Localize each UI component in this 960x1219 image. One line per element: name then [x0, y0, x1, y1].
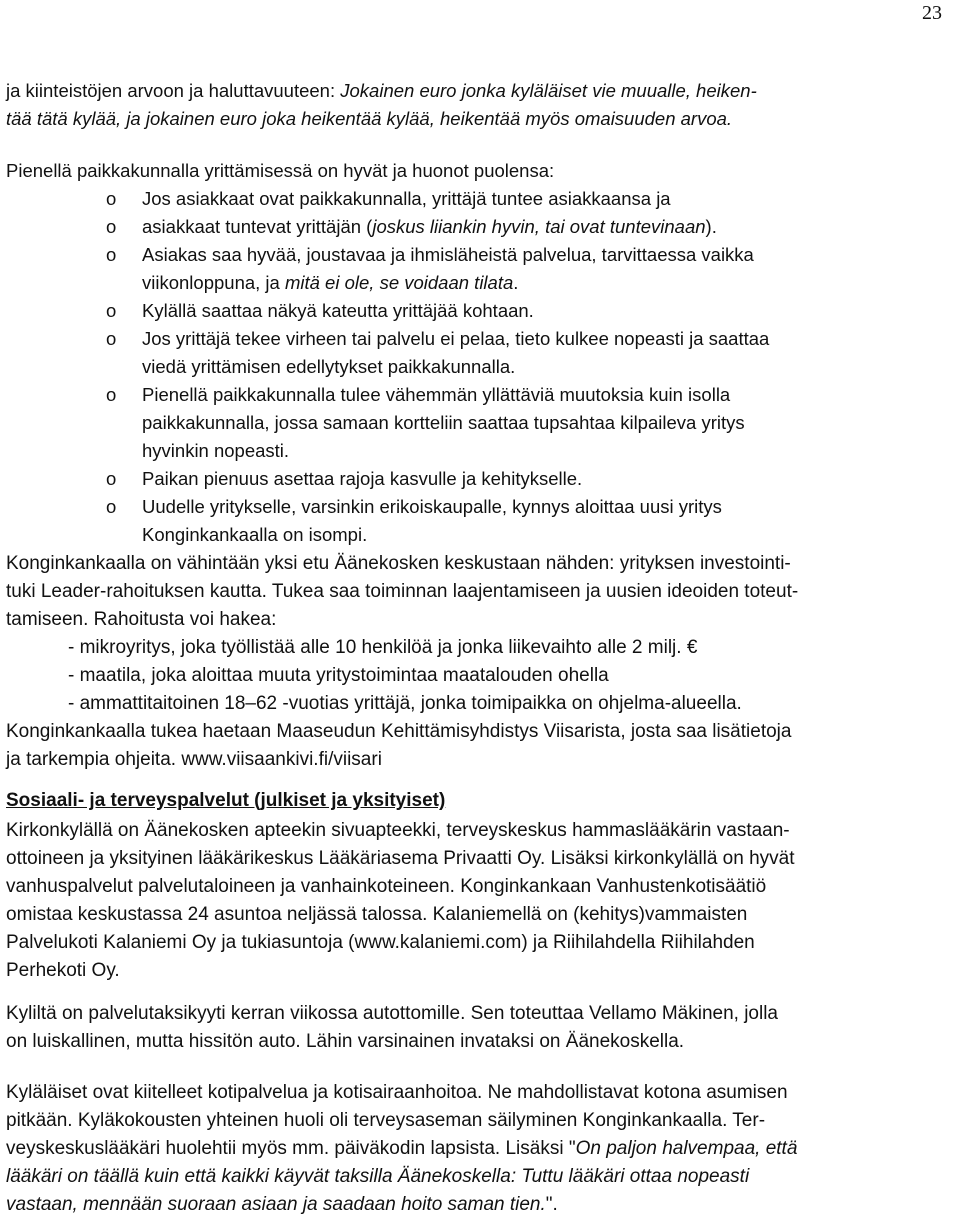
bullet-text — [142, 213, 717, 241]
bullet-text-end: ). — [705, 216, 717, 237]
list-item — [6, 185, 942, 213]
bullet-text — [142, 493, 722, 549]
bullet-text — [142, 325, 769, 381]
bullet-marker: o — [106, 468, 117, 489]
paragraph-line: Kirkonkylällä on Äänekosken apteekin sivuapteekki, terveyskeskus hammaslääkärin vastaan- — [6, 820, 790, 841]
social-paragraph-3 — [6, 1079, 942, 1219]
paragraph-line: vanhuspalvelut palvelutaloineen ja vanhainkoteineen. Konginkankaan Vanhustenkotisäätiö — [6, 876, 767, 897]
list-item — [6, 241, 942, 297]
list-item — [6, 493, 942, 549]
bullet-marker: o — [106, 300, 117, 321]
bullet-text-italic: joskus liiankin hyvin, tai ovat tuntevinaan — [372, 216, 706, 237]
bullet-text: Jos asiakkaat ovat paikkakunnalla, yrittäjä tuntee asiakkaansa ja — [142, 188, 671, 209]
list-item — [6, 297, 942, 325]
paragraph-line: Perhekoti Oy. — [6, 960, 120, 981]
small-village-lead: Pienellä paikkakunnalla yrittämisessä on hyvät ja huonot puolensa: — [6, 160, 555, 181]
small-village-section — [6, 157, 942, 549]
dash-item: - mikroyritys, joka työllistää alle 10 henkilöä ja jonka liikevaihto alle 2 milj. € — [68, 637, 698, 658]
bullet-text: Kylällä saattaa näkyä kateutta yrittäjää kohtaan. — [142, 300, 534, 321]
bullet-line: viedä yrittämisen edellytykset paikkakunnalla. — [142, 356, 516, 377]
quote-end: ". — [545, 1194, 558, 1215]
bullet-line — [142, 269, 754, 297]
bullet-line: Asiakas saa hyvää, joustavaa ja ihmisläheistä palvelua, tarvittaessa vaikka — [142, 244, 754, 265]
paragraph-line: pitkään. Kyläkokousten yhteinen huoli oli terveysaseman säilyminen Konginkankaalla. Ter- — [6, 1110, 766, 1131]
section-heading: Sosiaali- ja terveyspalvelut (julkiset ja yksityiset) — [6, 790, 446, 811]
bullet-marker: o — [106, 384, 117, 405]
list-item — [6, 381, 942, 465]
intro-paragraph — [6, 77, 942, 133]
paragraph-line: Kyliltä on palvelutaksikyyti kerran viikossa autottomille. Sen toteuttaa Vellamo Mäkinen, jolla — [6, 1003, 778, 1024]
paragraph-line: tuki Leader-rahoituksen kautta. Tukea saa toiminnan laajentamiseen ja uusien ideoiden toteut- — [6, 581, 799, 602]
intro-quote: Jokainen euro jonka kyläläiset vie muualle, heiken- — [340, 80, 757, 101]
paragraph-line — [6, 1191, 942, 1219]
page-number: 23 — [922, 2, 942, 24]
intro-quote-cont: tää tätä kylää, ja jokainen euro joka heikentää kylää, heikentää myös omaisuuden arvoa. — [6, 108, 733, 129]
social-paragraph-2 — [6, 1000, 942, 1056]
social-services-section — [6, 787, 942, 815]
list-item — [6, 465, 942, 493]
paragraph-line — [6, 1135, 942, 1163]
paragraph-line: Konginkankaalla on vähintään yksi etu Äänekosken keskustaan nähden: yrityksen investointi- — [6, 553, 791, 574]
paragraph-line: on luiskallinen, mutta hissitön auto. Lähin varsinainen invataksi on Äänekoskella. — [6, 1031, 685, 1052]
bullet-text-plain: viikonloppuna, ja — [142, 272, 285, 293]
bullet-line: Pienellä paikkakunnalla tulee vähemmän yllättäviä muutoksia kuin isolla — [142, 384, 731, 405]
quote-text: On paljon halvempaa, että — [575, 1138, 798, 1159]
bullet-line: hyvinkin nopeasti. — [142, 440, 290, 461]
intro-line-1 — [6, 77, 942, 105]
list-item — [6, 213, 942, 241]
funding-paragraph — [6, 550, 942, 774]
intro-line-2 — [6, 105, 942, 133]
bullet-text-plain: asiakkaat tuntevat yrittäjän ( — [142, 216, 373, 237]
paragraph-line: ottoineen ja yksityinen lääkärikeskus Lääkäriasema Privaatti Oy. Lisäksi kirkonkylällä on hyvät — [6, 848, 795, 869]
paragraph-line: Kyläläiset ovat kiitelleet kotipalvelua ja kotisairaanhoitoa. Ne mahdollistavat kotona asumisen — [6, 1082, 788, 1103]
paragraph-line: tamiseen. Rahoitusta voi hakea: — [6, 609, 277, 630]
bullet-marker: o — [106, 216, 117, 237]
quote-text: vastaan, mennään suoraan asiaan ja saadaan hoito saman tien. — [6, 1194, 546, 1215]
bullet-text-end: . — [513, 272, 519, 293]
bullet-text: Paikan pienuus asettaa rajoja kasvulle ja kehitykselle. — [142, 468, 583, 489]
paragraph-line: Konginkankaalla tukea haetaan Maaseudun Kehittämisyhdistys Viisarista, josta saa lisätietoja — [6, 721, 792, 742]
bullet-line: Konginkankaalla on isompi. — [142, 524, 368, 545]
bullet-marker: o — [106, 496, 117, 517]
paragraph-line: ja tarkempia ohjeita. www.viisaankivi.fi/viisari — [6, 749, 382, 770]
paragraph-text: veyskeskuslääkäri huolehtii myös mm. päiväkodin lapsista. Lisäksi " — [6, 1138, 576, 1159]
paragraph-line: omistaa keskustassa 24 asuntoa neljässä talossa. Kalaniemellä on (kehitys)vammaisten — [6, 904, 748, 925]
intro-text: ja kiinteistöjen arvoon ja haluttavuuteen: — [6, 80, 341, 101]
bullet-marker: o — [106, 328, 117, 349]
bullet-line: paikkakunnalla, jossa samaan kortteliin saattaa tupsahtaa kilpaileva yritys — [142, 412, 745, 433]
bullet-marker: o — [106, 188, 117, 209]
paragraph-line: Palvelukoti Kalaniemi Oy ja tukiasuntoja (www.kalaniemi.com) ja Riihilahdella Riihilahden — [6, 932, 755, 953]
quote-text: lääkäri on täällä kuin että kaikki käyvät taksilla Äänekoskella: Tuttu lääkäri ottaa nopeasti — [6, 1166, 750, 1187]
list-item — [6, 325, 942, 381]
dash-item: - ammattitaitoinen 18–62 -vuotias yrittäjä, jonka toimipaikka on ohjelma-alueella. — [68, 693, 742, 714]
bullet-line: Uudelle yritykselle, varsinkin erikoiskaupalle, kynnys aloittaa uusi yritys — [142, 496, 722, 517]
social-paragraph-1 — [6, 817, 942, 985]
bullet-marker: o — [106, 244, 117, 265]
paragraph-line — [6, 1163, 942, 1191]
bullet-line: Jos yrittäjä tekee virheen tai palvelu ei pelaa, tieto kulkee nopeasti ja saattaa — [142, 328, 770, 349]
dash-item: - maatila, joka aloittaa muuta yritystoimintaa maatalouden ohella — [68, 665, 609, 686]
bullet-text-italic: mitä ei ole, se voidaan tilata — [284, 272, 514, 293]
bullet-text — [142, 381, 745, 465]
bullet-text — [142, 241, 754, 297]
